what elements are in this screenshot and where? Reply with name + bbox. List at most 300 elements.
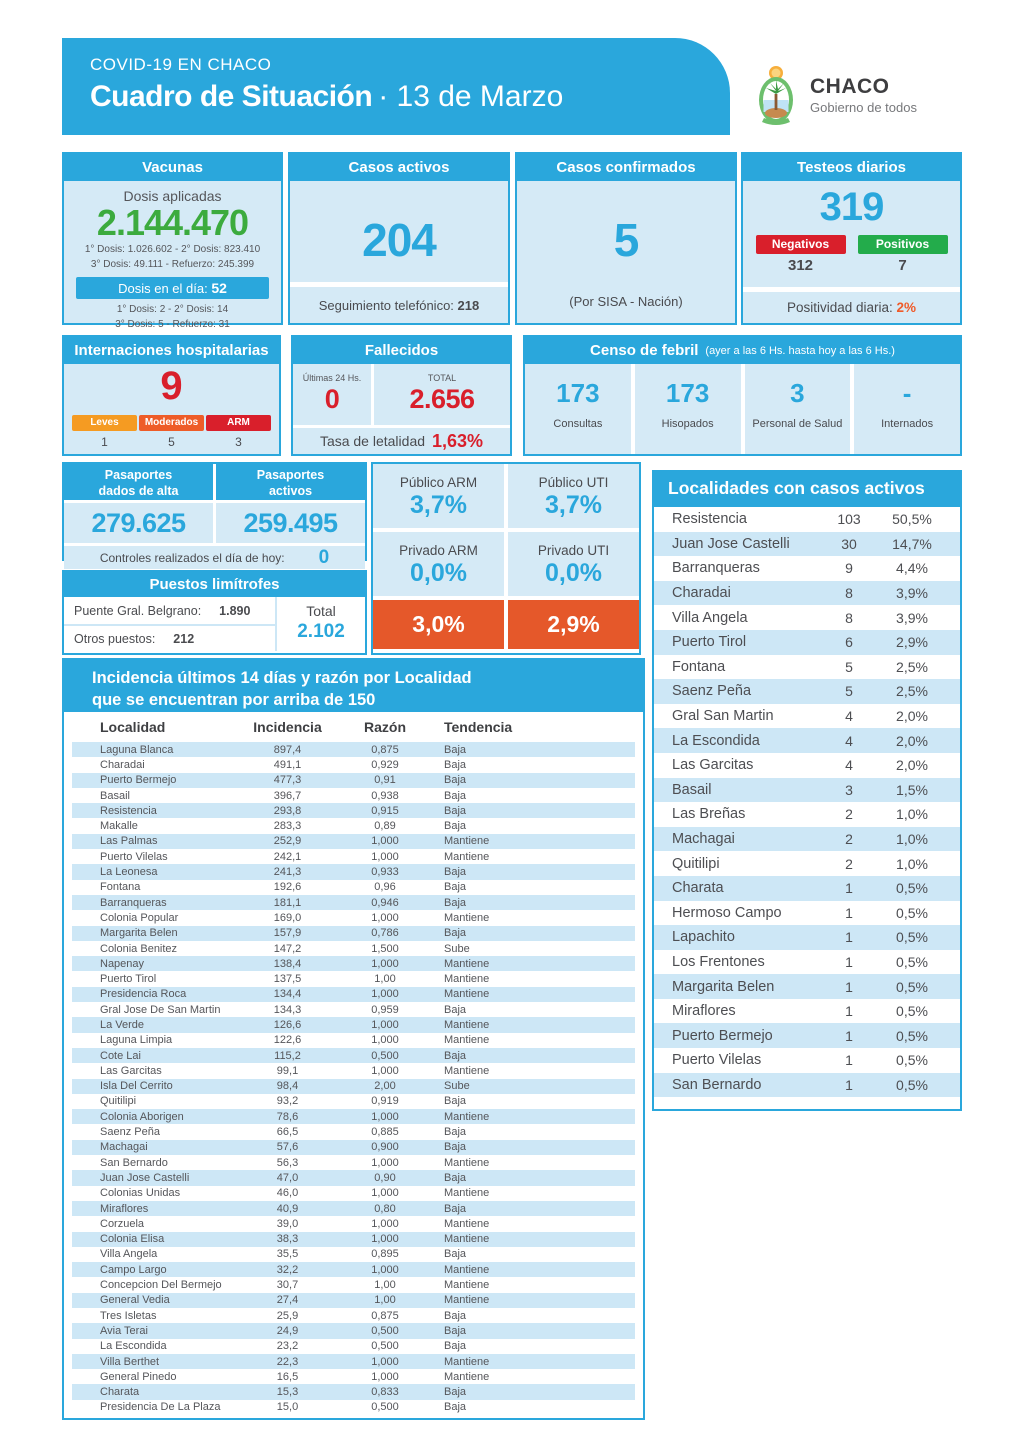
incidencia-valor: 491,1 xyxy=(273,758,302,771)
incidencia-razon: 1,000 xyxy=(371,1034,399,1047)
localidad-name: Juan Jose Castelli xyxy=(672,535,790,552)
badge-number: 7 xyxy=(898,257,907,274)
col-incidencia: Incidencia xyxy=(253,719,322,735)
dosis-dia-strip xyxy=(76,277,269,299)
panel-fallecidos xyxy=(291,335,512,456)
header-banner xyxy=(62,38,730,135)
localidad-row xyxy=(654,974,960,999)
incidencia-localidad: Miraflores xyxy=(100,1202,149,1215)
localidad-percent: 2,0% xyxy=(896,757,928,774)
localidad-row xyxy=(654,532,960,557)
title-text: Cuadro de Situación xyxy=(90,80,373,113)
incidencia-localidad: Charadai xyxy=(100,758,145,771)
incidencia-localidad: Colonia Elisa xyxy=(100,1233,165,1246)
ocupacion-cell xyxy=(373,532,504,596)
incidencia-tendencia: Mantiene xyxy=(444,850,490,863)
incidencia-localidad: Corzuela xyxy=(100,1217,145,1230)
incidencia-valor: 57,6 xyxy=(276,1141,299,1154)
incidencia-valor: 38,3 xyxy=(276,1233,299,1246)
incidencia-valor: 897,4 xyxy=(273,743,302,756)
incidencia-valor: 25,9 xyxy=(276,1309,299,1322)
incidencia-razon: 0,96 xyxy=(374,881,396,894)
localidad-row xyxy=(654,1023,960,1048)
incidencia-table xyxy=(62,712,645,1420)
incidencia-valor: 16,5 xyxy=(276,1370,299,1383)
localidades-title: Localidades con casos activos xyxy=(652,470,962,507)
incidencia-valor: 242,1 xyxy=(273,850,302,863)
localidad-row xyxy=(654,753,960,778)
localidad-percent: 2,0% xyxy=(896,708,928,725)
censo-body xyxy=(525,364,960,454)
badge-number: 1 xyxy=(101,435,108,449)
incidencia-column-headers xyxy=(64,712,643,742)
localidad-row xyxy=(654,1073,960,1098)
localidad-percent: 2,5% xyxy=(896,658,928,675)
incidencia-razon: 0,91 xyxy=(374,774,396,787)
incidencia-tendencia: Baja xyxy=(444,1141,467,1154)
incidencia-valor: 30,7 xyxy=(276,1279,299,1292)
incidencia-row xyxy=(72,1262,635,1277)
incidencia-razon: 1,000 xyxy=(371,850,399,863)
alta-line1: Pasaportes xyxy=(104,468,173,482)
casos-confirmados-value: 5 xyxy=(613,214,639,266)
panel-testeos xyxy=(741,152,962,325)
dosis-detail-1: 1° Dosis: 1.026.602 - 2° Dosis: 823.410 xyxy=(84,243,261,255)
incidencia-tendencia: Baja xyxy=(444,1324,467,1337)
localidad-count: 2 xyxy=(845,831,853,848)
localidad-count: 1 xyxy=(845,1076,853,1093)
incidencia-valor: 134,3 xyxy=(273,1003,302,1016)
incidencia-tendencia: Baja xyxy=(444,1309,467,1322)
seguimiento-label: Seguimiento telefónico: xyxy=(318,298,458,313)
incidencia-row xyxy=(72,1247,635,1262)
localidad-percent: 0,5% xyxy=(896,978,928,995)
incidencia-razon: 0,895 xyxy=(371,1248,399,1261)
incidencia-tendencia: Sube xyxy=(444,1080,470,1093)
localidad-row xyxy=(654,950,960,975)
incidencia-title-line2: que se encuentran por arriba de 150 xyxy=(92,691,376,710)
ocupacion-cell xyxy=(508,532,639,596)
localidad-count: 1 xyxy=(845,904,853,921)
pasaportes-activos-header xyxy=(216,464,365,500)
puesto-label: Otros puestos: xyxy=(74,631,156,646)
incidencia-rows xyxy=(64,742,643,1415)
incidencia-razon: 0,885 xyxy=(371,1126,399,1139)
incidencia-valor: 115,2 xyxy=(274,1049,301,1062)
censo-value: 173 xyxy=(556,378,600,408)
incidencia-row xyxy=(72,757,635,772)
censo-cell xyxy=(854,364,960,454)
incidencia-row xyxy=(72,1155,635,1170)
incidencia-tendencia: Baja xyxy=(444,1202,467,1215)
localidad-name: Margarita Belen xyxy=(672,978,775,995)
dosis-dia-value: 52 xyxy=(211,279,227,296)
incidencia-localidad: Puerto Bermejo xyxy=(100,774,177,787)
puesto-row xyxy=(64,624,275,651)
censo-cell xyxy=(635,364,741,454)
incidencia-razon: 0,959 xyxy=(371,1003,399,1016)
incidencia-valor: 78,6 xyxy=(276,1110,299,1123)
incidencia-tendencia: Baja xyxy=(444,1003,467,1016)
localidad-row xyxy=(654,827,960,852)
localidad-count: 30 xyxy=(841,535,857,552)
incidencia-tendencia: Mantiene xyxy=(444,1018,490,1031)
localidad-percent: 3,9% xyxy=(896,585,928,602)
ocupacion-cell xyxy=(508,464,639,528)
incidencia-razon: 0,90 xyxy=(374,1171,396,1184)
localidad-percent: 2,0% xyxy=(896,732,928,749)
puestos-total-label: Total xyxy=(306,603,336,619)
sisa-footer: (Por SISA - Nación) xyxy=(569,294,683,309)
incidencia-row xyxy=(72,1369,635,1384)
incidencia-row xyxy=(72,941,635,956)
localidad-count: 6 xyxy=(845,634,853,651)
localidad-count: 8 xyxy=(845,609,853,626)
divider xyxy=(743,287,960,292)
localidad-name: Los Frentones xyxy=(672,953,765,970)
localidad-name: Resistencia xyxy=(672,511,747,528)
badge-number: 5 xyxy=(168,435,175,449)
incidencia-razon: 0,786 xyxy=(371,927,399,940)
localidad-row xyxy=(654,901,960,926)
puestos-title: Puestos limítrofes xyxy=(64,572,365,597)
incidencia-row xyxy=(72,1094,635,1109)
localidad-count: 1 xyxy=(845,953,853,970)
letalidad-label: Tasa de letalidad xyxy=(319,433,426,449)
incidencia-row xyxy=(72,742,635,757)
incidencia-tendencia: Baja xyxy=(444,1049,467,1062)
incidencia-razon: 0,900 xyxy=(371,1141,399,1154)
incidencia-razon: 2,00 xyxy=(374,1080,396,1093)
incidencia-localidad: Makalle xyxy=(100,820,138,833)
puesto-row xyxy=(64,597,275,624)
internaciones-badges xyxy=(72,415,271,431)
incidencia-razon: 1,000 xyxy=(371,1018,399,1031)
incidencia-row xyxy=(72,1216,635,1231)
localidad-row xyxy=(654,605,960,630)
incidencia-tendencia: Baja xyxy=(444,789,467,802)
incidencia-row xyxy=(72,895,635,910)
incidencia-row xyxy=(72,1323,635,1338)
incidencia-tendencia: Mantiene xyxy=(444,1110,490,1123)
incidencia-valor: 192,6 xyxy=(273,881,302,894)
alta-line2: dados de alta xyxy=(98,484,179,499)
incidencia-localidad: Margarita Belen xyxy=(100,927,178,940)
incidencia-valor: 22,3 xyxy=(276,1355,299,1368)
puestos-rows xyxy=(64,597,277,651)
fallecidos-24h-cell xyxy=(293,364,371,425)
localidad-row xyxy=(654,802,960,827)
localidad-name: San Bernardo xyxy=(672,1076,762,1093)
title-date: · 13 de Marzo xyxy=(378,80,564,113)
controles-label: Controles realizados el día de hoy: xyxy=(99,550,285,565)
casos-activos-value: 204 xyxy=(362,214,436,266)
puesto-value: 212 xyxy=(173,631,195,646)
localidad-row xyxy=(654,507,960,532)
incidencia-tendencia: Mantiene xyxy=(444,1233,490,1246)
localidad-percent: 50,5% xyxy=(892,511,932,528)
incidencia-row xyxy=(72,1002,635,1017)
incidencia-row xyxy=(72,1384,635,1399)
ocupacion-total-arm: 3,0% xyxy=(373,600,504,649)
incidencia-razon: 1,00 xyxy=(374,1279,396,1292)
localidad-percent: 0,5% xyxy=(896,1003,928,1020)
incidencia-tendencia: Mantiene xyxy=(444,1370,490,1383)
incidencia-razon: 1,000 xyxy=(371,1355,399,1368)
incidencia-tendencia: Sube xyxy=(444,942,470,955)
incidencia-row xyxy=(72,1017,635,1032)
panel-internaciones xyxy=(62,335,281,456)
incidencia-row xyxy=(72,1079,635,1094)
localidad-count: 3 xyxy=(845,781,853,798)
incidencia-razon: 1,000 xyxy=(371,1217,399,1230)
incidencia-razon: 1,000 xyxy=(371,1156,399,1169)
incidencia-row xyxy=(72,910,635,925)
localidad-row xyxy=(654,704,960,729)
incidencia-valor: 98,4 xyxy=(276,1080,299,1093)
incidencia-razon: 0,915 xyxy=(371,804,399,817)
incidencia-tendencia: Mantiene xyxy=(444,1217,490,1230)
localidad-name: Hermoso Campo xyxy=(672,904,782,921)
incidencia-row xyxy=(72,926,635,941)
incidencia-valor: 137,5 xyxy=(273,973,302,986)
incidencia-row xyxy=(72,880,635,895)
localidad-row xyxy=(654,679,960,704)
localidad-name: Gral San Martin xyxy=(672,708,774,725)
incidencia-valor: 23,2 xyxy=(276,1340,299,1353)
incidencia-localidad: Presidencia De La Plaza xyxy=(100,1401,221,1414)
testeos-numbers xyxy=(743,257,960,274)
localidad-name: Quitilipi xyxy=(672,855,720,872)
activos-line1: Pasaportes xyxy=(256,468,325,482)
incidencia-localidad: Tres Isletas xyxy=(100,1309,157,1322)
localidad-percent: 0,5% xyxy=(896,1052,928,1069)
incidencia-razon: 1,000 xyxy=(371,957,399,970)
incidencia-tendencia: Mantiene xyxy=(444,1064,490,1077)
incidencia-valor: 293,8 xyxy=(273,804,302,817)
localidad-row xyxy=(654,630,960,655)
localidad-percent: 1,0% xyxy=(896,806,928,823)
incidencia-tendencia: Baja xyxy=(444,896,467,909)
localidad-percent: 2,9% xyxy=(896,634,928,651)
localidad-percent: 2,5% xyxy=(896,683,928,700)
ocupacion-value: 0,0% xyxy=(410,559,467,587)
activos-line2: activos xyxy=(268,484,313,499)
localidad-name: Las Garcitas xyxy=(672,757,754,774)
incidencia-razon: 1,000 xyxy=(371,1370,399,1383)
censo-title: Censo de febril xyxy=(590,342,699,359)
localidad-percent: 14,7% xyxy=(892,535,932,552)
localidad-name: Barranqueras xyxy=(672,560,760,577)
fallecidos-total-cell xyxy=(374,364,510,425)
localidad-percent: 0,5% xyxy=(896,904,928,921)
censo-label: Hisopados xyxy=(661,418,714,430)
incidencia-tendencia: Mantiene xyxy=(444,1355,490,1368)
controles-value: 0 xyxy=(318,546,330,568)
localidad-row xyxy=(654,851,960,876)
incidencia-razon: 0,500 xyxy=(371,1049,399,1062)
fallecidos-24h-label: Últimas 24 Hs. xyxy=(302,373,362,383)
logo-name: CHACO xyxy=(810,75,890,98)
incidencia-valor: 15,0 xyxy=(276,1401,299,1414)
chaco-crest-icon xyxy=(752,64,800,126)
incidencia-valor: 126,6 xyxy=(273,1018,302,1031)
localidad-row xyxy=(654,581,960,606)
logo-tagline: Gobierno de todos xyxy=(810,100,917,115)
header-kicker: COVID-19 EN CHACO xyxy=(90,55,272,74)
incidencia-tendencia: Baja xyxy=(444,774,467,787)
localidad-percent: 4,4% xyxy=(896,560,928,577)
localidad-percent: 1,5% xyxy=(896,781,928,798)
incidencia-localidad: Colonia Benitez xyxy=(100,942,178,955)
incidencia-localidad: Colonias Unidas xyxy=(100,1187,181,1200)
incidencia-localidad: Concepcion Del Bermejo xyxy=(100,1279,222,1292)
incidencia-row xyxy=(72,1033,635,1048)
localidad-name: Las Breñas xyxy=(672,806,746,823)
dosis-dia-detail xyxy=(64,302,281,332)
pasaportes-alta-header xyxy=(64,464,213,500)
testeos-badges xyxy=(743,235,960,254)
localidad-name: Charadai xyxy=(672,585,731,602)
incidencia-row xyxy=(72,1170,635,1185)
incidencia-localidad: General Pinedo xyxy=(100,1370,177,1383)
incidencia-localidad: Las Garcitas xyxy=(100,1064,162,1077)
incidencia-valor: 241,3 xyxy=(273,866,302,879)
incidencia-localidad: Laguna Limpia xyxy=(100,1034,173,1047)
ocupacion-value: 3,7% xyxy=(545,491,602,519)
incidencia-tendencia: Mantiene xyxy=(444,1279,490,1292)
panel-censo xyxy=(523,335,962,456)
dosis-dia-detail-1: 1° Dosis: 2 - 2° Dosis: 14 xyxy=(116,303,229,315)
localidad-name: Miraflores xyxy=(672,1003,736,1020)
censo-header xyxy=(525,337,960,364)
incidencia-valor: 147,2 xyxy=(273,942,302,955)
incidencia-tendencia: Baja xyxy=(444,881,467,894)
incidencia-tendencia: Baja xyxy=(444,743,467,756)
incidencia-razon: 0,875 xyxy=(371,1309,399,1322)
incidencia-valor: 252,9 xyxy=(273,835,302,848)
incidencia-valor: 99,1 xyxy=(276,1064,299,1077)
censo-value: - xyxy=(902,378,912,408)
incidencia-valor: 27,4 xyxy=(276,1294,299,1307)
incidencia-localidad: Laguna Blanca xyxy=(100,743,174,756)
incidencia-title-line1: Incidencia últimos 14 días y razón por Localidad xyxy=(92,669,472,687)
panel-localidades xyxy=(652,470,962,1111)
localidad-count: 4 xyxy=(845,708,853,725)
localidad-count: 1 xyxy=(845,1003,853,1020)
localidad-count: 4 xyxy=(845,732,853,749)
incidencia-tendencia: Mantiene xyxy=(444,1263,490,1276)
incidencia-razon: 1,500 xyxy=(371,942,399,955)
testeos-title: Testeos diarios xyxy=(743,154,960,181)
status-badge: Moderados xyxy=(139,415,204,431)
censo-subtitle: (ayer a las 6 Hs. hasta hoy a las 6 Hs.) xyxy=(705,344,895,357)
localidad-count: 1 xyxy=(845,880,853,897)
localidad-row xyxy=(654,728,960,753)
localidad-name: Charata xyxy=(672,880,724,897)
incidencia-valor: 396,7 xyxy=(273,789,302,802)
positividad-value: 2% xyxy=(896,300,917,315)
incidencia-row xyxy=(72,1232,635,1247)
incidencia-localidad: Saenz Peña xyxy=(100,1126,160,1139)
incidencia-valor: 93,2 xyxy=(276,1095,299,1108)
incidencia-razon: 1,000 xyxy=(371,1233,399,1246)
incidencia-valor: 46,0 xyxy=(276,1187,299,1200)
incidencia-tendencia: Mantiene xyxy=(444,1156,490,1169)
incidencia-valor: 283,3 xyxy=(273,820,302,833)
dosis-total-value: 2.144.470 xyxy=(96,202,249,243)
incidencia-localidad: San Bernardo xyxy=(100,1156,168,1169)
incidencia-valor: 134,4 xyxy=(273,988,302,1001)
incidencia-razon: 0,946 xyxy=(371,896,399,909)
incidencia-row xyxy=(72,1048,635,1063)
incidencia-razon: 0,89 xyxy=(374,820,396,833)
incidencia-valor: 122,6 xyxy=(273,1034,302,1047)
incidencia-valor: 181,1 xyxy=(273,896,302,909)
incidencia-valor: 56,3 xyxy=(276,1156,299,1169)
incidencia-tendencia: Baja xyxy=(444,1340,467,1353)
seguimiento-footer xyxy=(290,298,508,313)
incidencia-title xyxy=(62,658,645,712)
panel-incidencia xyxy=(62,658,645,1420)
fallecidos-body xyxy=(293,364,510,425)
incidencia-tendencia: Mantiene xyxy=(444,1034,490,1047)
localidad-row xyxy=(654,778,960,803)
incidencia-localidad: Charata xyxy=(100,1386,140,1399)
incidencia-tendencia: Mantiene xyxy=(444,1187,490,1200)
incidencia-valor: 138,4 xyxy=(273,957,302,970)
incidencia-razon: 1,000 xyxy=(371,1110,399,1123)
panel-puestos xyxy=(62,570,367,655)
incidencia-row xyxy=(72,1277,635,1292)
incidencia-row xyxy=(72,1339,635,1354)
incidencia-razon: 1,000 xyxy=(371,988,399,1001)
incidencia-razon: 0,919 xyxy=(371,1095,399,1108)
ocupacion-cell xyxy=(373,464,504,528)
incidencia-tendencia: Baja xyxy=(444,1095,467,1108)
incidencia-tendencia: Baja xyxy=(444,804,467,817)
status-badge: ARM xyxy=(206,415,271,431)
incidencia-valor: 15,3 xyxy=(276,1386,299,1399)
pasaportes-activos-value: 259.495 xyxy=(216,503,365,543)
incidencia-razon: 0,938 xyxy=(371,789,399,802)
puestos-body xyxy=(64,597,365,651)
badge-number: 3 xyxy=(235,435,242,449)
fallecidos-total-value: 2.656 xyxy=(409,384,475,414)
incidencia-row xyxy=(72,818,635,833)
incidencia-row xyxy=(72,1201,635,1216)
localidad-count: 5 xyxy=(845,658,853,675)
incidencia-localidad: Machagai xyxy=(100,1141,148,1154)
localidad-count: 1 xyxy=(845,1027,853,1044)
localidad-percent: 0,5% xyxy=(896,953,928,970)
status-badge: Leves xyxy=(72,415,137,431)
localidad-count: 5 xyxy=(845,683,853,700)
incidencia-tendencia: Mantiene xyxy=(444,835,490,848)
dosis-aplicadas-label: Dosis aplicadas xyxy=(123,188,222,204)
ocupacion-value: 0,0% xyxy=(545,559,602,587)
incidencia-tendencia: Mantiene xyxy=(444,973,490,986)
incidencia-valor: 169,0 xyxy=(273,911,302,924)
dosis-detail-2: 3° Dosis: 49.111 - Refuerzo: 245.399 xyxy=(90,258,255,270)
incidencia-localidad: Villa Angela xyxy=(100,1248,158,1261)
incidencia-tendencia: Baja xyxy=(444,1386,467,1399)
seguimiento-value: 218 xyxy=(457,298,480,313)
incidencia-razon: 0,833 xyxy=(371,1386,399,1399)
incidencia-razon: 0,80 xyxy=(374,1202,396,1215)
incidencia-row xyxy=(72,1308,635,1323)
localidad-count: 2 xyxy=(845,855,853,872)
